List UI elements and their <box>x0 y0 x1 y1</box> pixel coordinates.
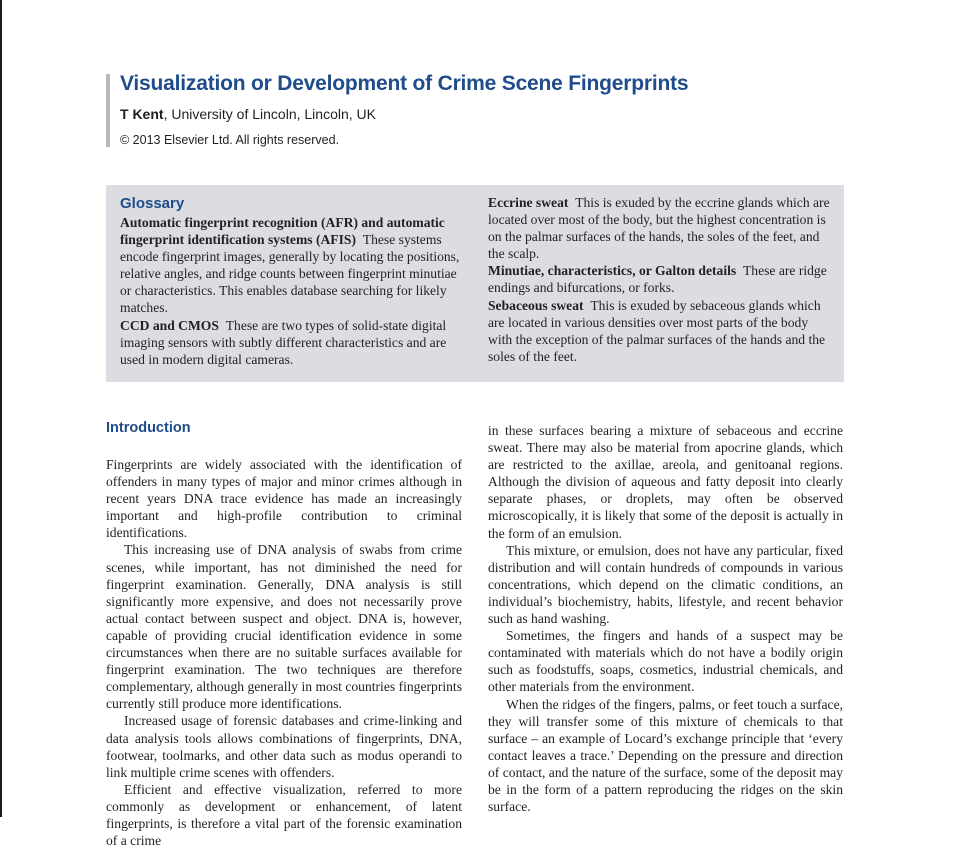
glossary-definition: This is exuded by sebaceous glands which are located in various densities over most parts of the body with the exception of the palmar surfaces of the hands and the soles of the feet. <box>488 297 826 364</box>
glossary-definition: These are ridge endings and bifurcations, or forks. <box>488 263 827 296</box>
article-title: Visualization or Development of Crime Scene Fingerprints <box>120 72 689 95</box>
glossary-definition: These systems encode fingerprint images, generally by locating the positions, relative angles, and ridge counts between fingerprint minutiae or characteristics. This enables database searching for likely matches. <box>120 232 460 316</box>
glossary-definition: These are two types of solid-state digital imaging sensors with subtly different characteristics and are used in modern digital cameras. <box>120 317 447 367</box>
body-paragraph: This mixture, or emulsion, does not have any particular, fixed distribution and will contain hundreds of compounds in various concentrations, which depend on the climatic conditions, an individual’s biochemistry, habits, lifestyle, and recent behavior such as hand washing. <box>488 542 843 627</box>
header-accent-bar <box>106 74 110 147</box>
author-name: T Kent <box>120 106 164 122</box>
body-column-left <box>106 456 462 849</box>
author-line <box>120 106 376 122</box>
introduction-heading: Introduction <box>106 420 191 436</box>
body-paragraph: Fingerprints are widely associated with the identification of offenders in many types of major and minor crimes although in recent years DNA trace evidence has made an increasingly important and high-profile contribution to criminal identifications. <box>106 457 462 541</box>
glossary-term: Minutiae, characteristics, or Galton details <box>488 263 737 279</box>
glossary-entry <box>120 317 465 368</box>
author-affiliation: , University of Lincoln, Lincoln, UK <box>163 106 376 122</box>
glossary-term: Automatic fingerprint recognition (AFR) and automatic fingerprint identification systems (AFIS) <box>120 215 445 248</box>
body-paragraph: Efficient and effective visualization, referred to more commonly as development or enhancement, of latent fingerprints, is therefore a vital part of the forensic examination of a crime <box>106 781 462 849</box>
glossary-entry <box>488 262 833 296</box>
glossary-entry <box>488 297 833 365</box>
body-paragraph: When the ridges of the fingers, palms, or feet touch a surface, they will transfer some of this mixture of chemicals to that surface – an example of Locard’s exchange principle that ‘every contact leaves a trace.’ Depending on the pressure and direction of contact, and the nature of the surface, some of the deposit may be in the form of a pattern reproducing the ridges on the skin surface. <box>488 696 843 815</box>
glossary-column-left <box>120 214 465 368</box>
body-paragraph: This increasing use of DNA analysis of swabs from crime scenes, while important, has not diminished the need for fingerprint examination. Generally, DNA analysis is still significantly more expensive, and does not necessarily prove actual contact between suspect and object. DNA is, however, capable of providing crucial identification evidence in some circumstances when there are no suitable surfaces available for fingerprint examination. The two techniques are therefore complementary, although generally in most countries fingerprints currently still produce more identifications. <box>106 542 462 712</box>
glossary-term: Sebaceous sweat <box>488 297 584 313</box>
glossary-definition: This is exuded by the eccrine glands which are located over most of the body, but the highest concentration is on the palmar surfaces of the hands, the soles of the feet, and the scalp. <box>488 195 830 262</box>
copyright-notice: © 2013 Elsevier Ltd. All rights reserved. <box>120 133 340 147</box>
body-paragraph: Increased usage of forensic databases and crime-linking and data analysis tools allows combinations of fingerprints, DNA, footwear, toolmarks, and other data such as modus operandi to link multiple crime scenes with offenders. <box>106 713 462 780</box>
glossary-entry <box>488 194 833 262</box>
glossary-entry <box>120 214 465 317</box>
body-column-right <box>488 422 843 815</box>
page-edge-rule <box>0 0 2 817</box>
body-paragraph: Sometimes, the fingers and hands of a suspect may be contaminated with materials which do not have a bodily origin such as foodstuffs, soaps, cosmetics, industrial chemicals, and other materials from the environment. <box>488 628 843 695</box>
glossary-term: CCD and CMOS <box>120 317 219 333</box>
glossary-heading: Glossary <box>120 195 185 212</box>
body-paragraph: in these surfaces bearing a mixture of sebaceous and eccrine sweat. There may also be material from apocrine glands, which are restricted to the axillae, areola, and genitoanal regions. Although the division of aqueous and fatty deposit into clearly separate phases, or droplets, may often be observed microscopically, it is likely that some of the deposit is actually in the form of an emulsion. <box>488 423 843 541</box>
glossary-column-right <box>488 194 833 365</box>
glossary-term: Eccrine sweat <box>488 195 569 210</box>
